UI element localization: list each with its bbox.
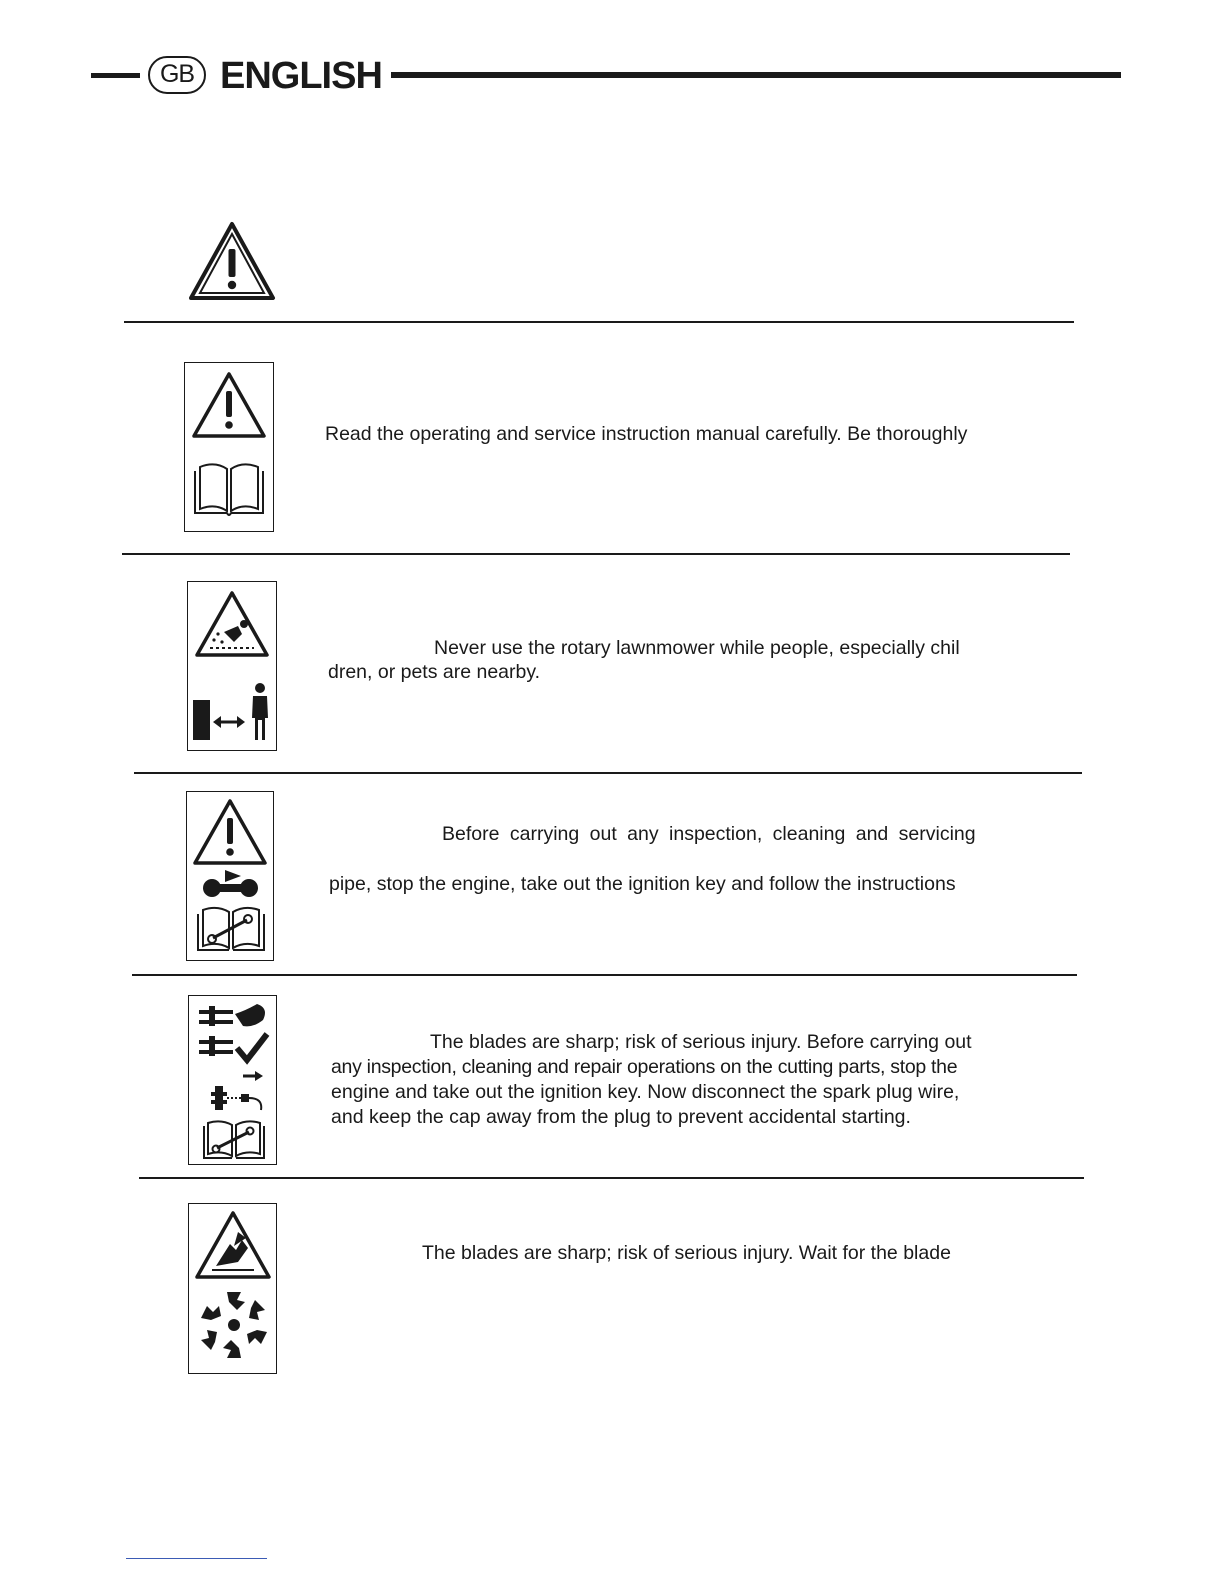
service-safety-label (186, 791, 274, 961)
spark-plug-icon (207, 1070, 267, 1116)
row-4-text-line: any inspection, cleaning and repair operations on the cutting parts, stop the (331, 1056, 958, 1078)
language-title: ENGLISH (220, 55, 382, 97)
blade-hazard-icon (195, 1000, 271, 1070)
keep-distance-icon (191, 682, 273, 742)
manual-book-icon (191, 459, 267, 519)
header-rule-left (91, 73, 140, 78)
language-badge: GB (148, 56, 206, 94)
row-1-text-line: Read the operating and service instruction manual carefully. Be thoroughly (325, 423, 968, 445)
spark-plug-icon (201, 868, 261, 900)
warning-triangle-icon (191, 371, 267, 439)
service-manual-icon (195, 904, 267, 954)
row-3-text-line: pipe, stop the engine, take out the ignition key and follow the instructions (329, 873, 956, 895)
section-divider (139, 1177, 1084, 1179)
rotating-blade-label (188, 1203, 277, 1374)
header-rule-right (391, 72, 1121, 78)
service-manual-icon (201, 1118, 267, 1162)
section-divider (132, 974, 1077, 976)
row-4-text-line: The blades are sharp; risk of serious injury. Before carrying out (430, 1031, 972, 1053)
row-4-text-line: and keep the cap away from the plug to prevent accidental starting. (331, 1106, 911, 1128)
row-3-text-line: Before carrying out any inspection, cleaning and servicing (442, 823, 976, 845)
warning-triangle-icon (188, 221, 276, 301)
blade-service-label (188, 995, 277, 1165)
manual-safety-label (184, 362, 274, 532)
warning-triangle-icon (192, 798, 268, 866)
row-4-text-line: engine and take out the ignition key. Now disconnect the spark plug wire, (331, 1081, 960, 1103)
blade-hazard-icon (194, 1210, 272, 1280)
row-5-text-line: The blades are sharp; risk of serious injury. Wait for the blade (422, 1242, 951, 1264)
row-2-text-line: dren, or pets are nearby. (328, 661, 541, 683)
row-2-text-line: Never use the rotary lawnmower while people, especially chil (434, 637, 960, 659)
section-divider (124, 321, 1074, 323)
section-divider (122, 553, 1070, 555)
section-divider (134, 772, 1082, 774)
rotating-blade-icon (197, 1288, 271, 1362)
bystander-safety-label (187, 581, 277, 751)
footer-rule (126, 1558, 267, 1559)
thrown-objects-icon (194, 590, 270, 658)
